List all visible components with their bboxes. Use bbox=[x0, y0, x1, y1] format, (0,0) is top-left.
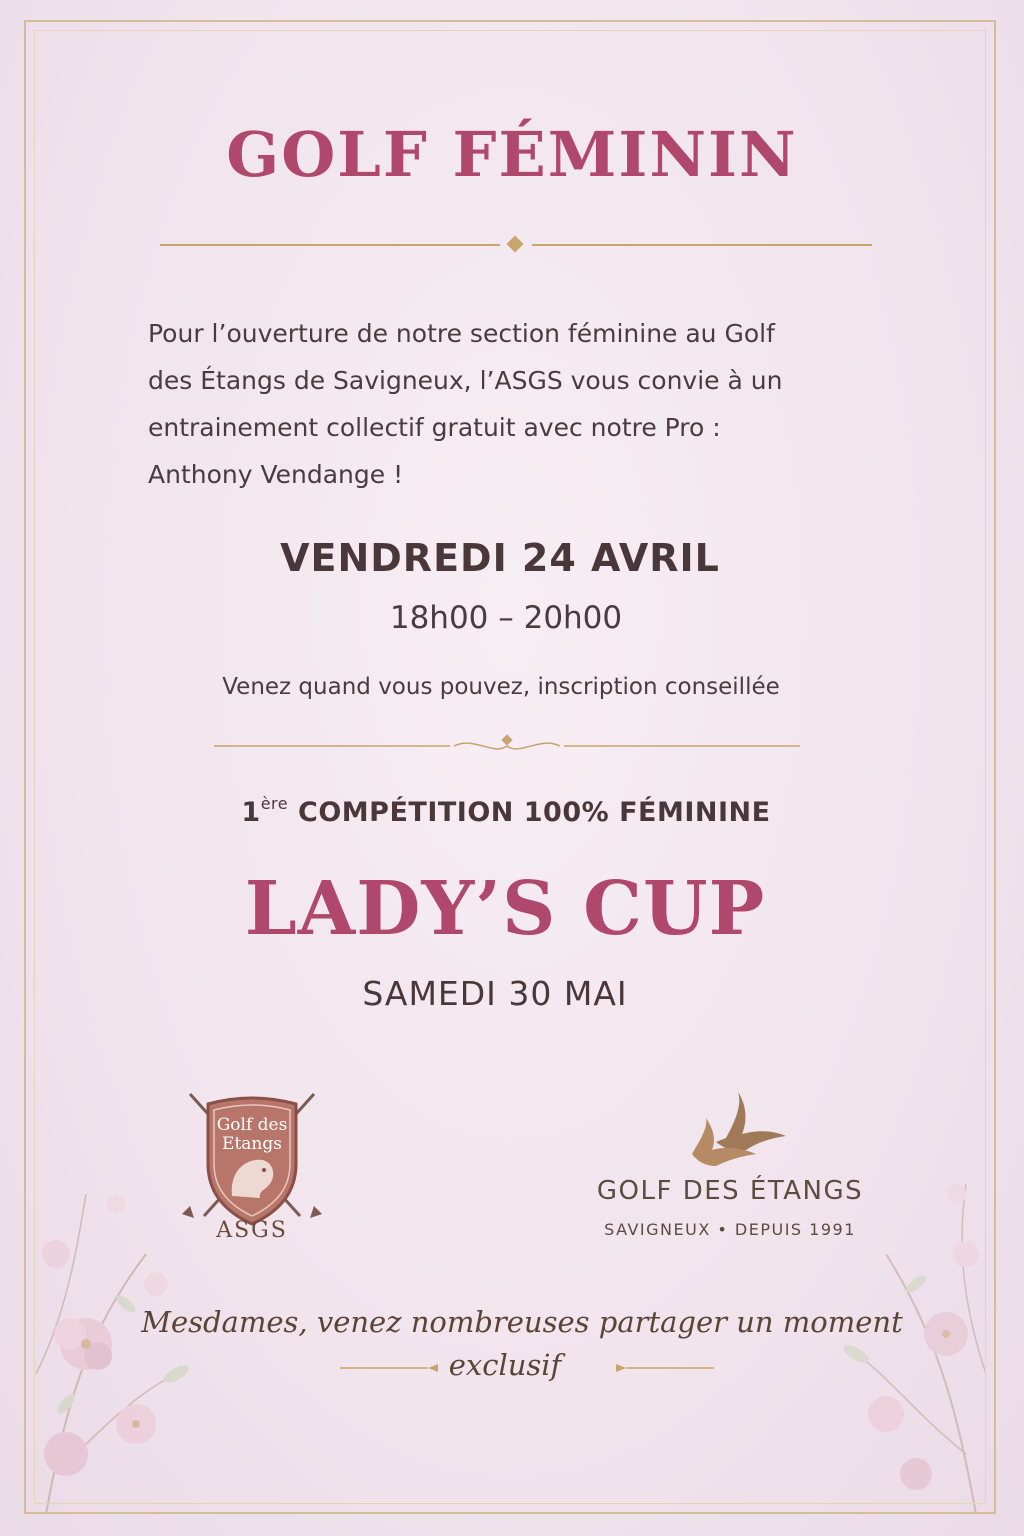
intro-line: Anthony Vendange ! bbox=[148, 460, 404, 489]
intro-line: des Étangs de Savigneux, l’ASGS vous convie à un bbox=[148, 366, 783, 395]
training-note: Venez quand vous pouvez, inscription conseillée bbox=[222, 674, 780, 700]
competition-date: SAMEDI 30 MAI bbox=[362, 974, 628, 1013]
training-date: VENDREDI 24 AVRIL bbox=[280, 536, 720, 580]
footer-tagline-line1: Mesdames, venez nombreuses partager un moment bbox=[141, 1305, 903, 1339]
flying-ducks-icon bbox=[686, 1080, 806, 1170]
training-time: 18h00 – 20h00 bbox=[389, 600, 623, 636]
asgs-emblem-line1: Golf des bbox=[216, 1115, 288, 1135]
competition-label bbox=[0, 796, 1012, 828]
top-divider-icon bbox=[160, 236, 872, 254]
ordinal-number: 1 bbox=[241, 797, 261, 828]
page-title: GOLF FÉMININ bbox=[226, 118, 798, 191]
golf-name: GOLF DES ÉTANGS bbox=[596, 1176, 864, 1206]
golf-subtitle: SAVIGNEUX • DEPUIS 1991 bbox=[604, 1220, 856, 1239]
ornament-divider-icon bbox=[214, 732, 800, 754]
intro-line: entrainement collectif gratuit avec notre Pro : bbox=[148, 413, 721, 442]
competition-name: LADY’S CUP bbox=[244, 866, 766, 952]
footer-tagline-line2: exclusif bbox=[448, 1348, 562, 1382]
ordinal-suffix: ère bbox=[260, 794, 289, 813]
asgs-emblem-line2: Etangs bbox=[222, 1134, 282, 1154]
intro-line: Pour l’ouverture de notre section féminine au Golf bbox=[148, 319, 775, 348]
competition-type: COMPÉTITION 100% FÉMININE bbox=[298, 797, 771, 828]
asgs-caption: ASGS bbox=[216, 1218, 288, 1243]
intro-paragraph bbox=[148, 310, 888, 498]
